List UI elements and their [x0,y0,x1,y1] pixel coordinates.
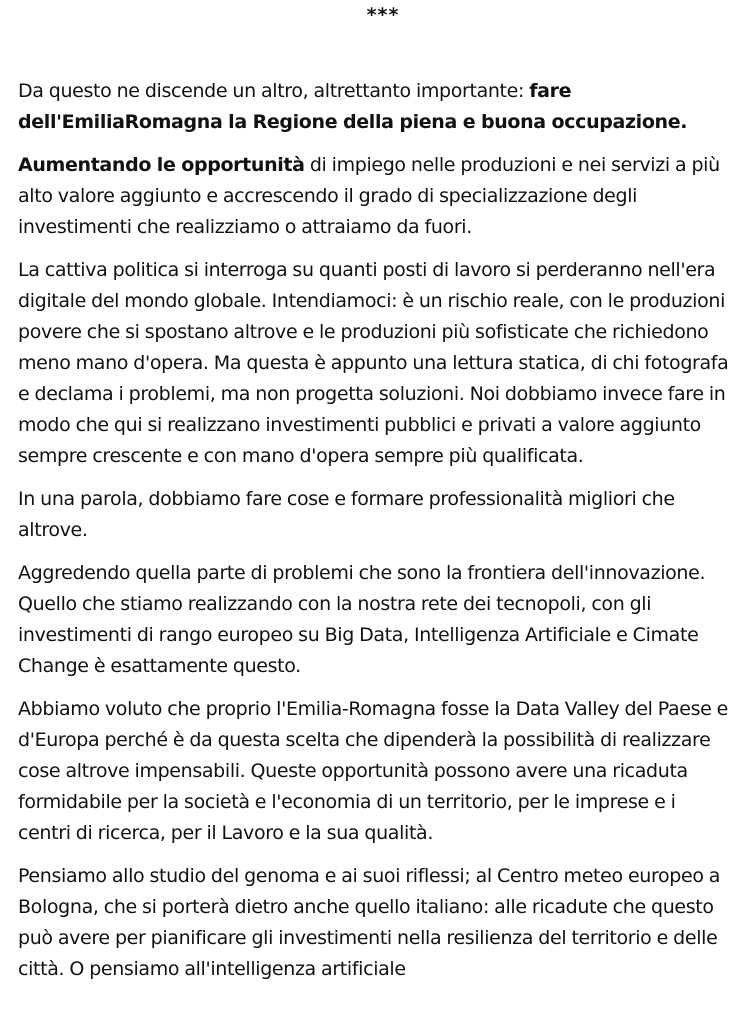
section-separator: *** [366,4,400,26]
paragraph-2-text: di impiego nelle produzioni e nei servizi a più alto valore aggiunto e accrescendo il grado di specializzazione degli investimenti che realizziamo o attraiamo da fuori. [18,154,720,238]
document-page [18,0,730,997]
paragraph-1 [18,76,730,138]
paragraph-1-text: Da questo ne discende un altro, altrettanto importante: [18,80,530,102]
paragraph-4: In una parola, dobbiamo fare cose e formare professionalità migliori che altrove. [18,488,675,541]
paragraph-2 [18,150,730,243]
paragraph-5: Aggredendo quella parte di problemi che sono la frontiera dell'innovazione. Quello che stiamo realizzando con la nostra rete dei tecnopoli, con gli investimenti di rango europeo su Big Data, Intelligenza Artificiale e Cimate Change è esattamente questo. [18,562,706,677]
paragraph-6: Abbiamo voluto che proprio l'Emilia-Romagna fosse la Data Valley del Paese e d'Europa perché è da questa scelta che dipenderà la possibilità di realizzare cose altrove impensabili. Queste opportunità possono avere una ricaduta formidabile per la società e l'economia di un territorio, per le imprese e i centri di ricerca, per il Lavoro e la sua qualità. [18,698,729,844]
paragraph-1-bold: fare dell'EmiliaRomagna la Regione della piena e buona occupazione. [18,80,688,133]
paragraph-2-bold: Aumentando le opportunità [18,154,305,176]
paragraph-7: Pensiamo allo studio del genoma e ai suoi riflessi; al Centro meteo europeo a Bologna, che si porterà dietro anche quello italiano: alle ricadute che questo può avere per pianificare gli investimenti nella resilienza del territorio e delle città. O pensiamo all'intelligenza artificiale [18,865,721,980]
paragraph-3: La cattiva politica si interroga su quanti posti di lavoro si perderanno nell'era digitale del mondo globale. Intendiamoci: è un rischio reale, con le produzioni povere che si spostano altrove e le produzioni più sofisticate che richiedono meno mano d'opera. Ma questa è appunto una lettura statica, di chi fotografa e declama i problemi, ma non progetta soluzioni. Noi dobbiamo invece fare in modo che qui si realizzano investimenti pubblici e privati a valore aggiunto sempre crescente e con mano d'opera sempre più qualificata. [18,259,729,467]
